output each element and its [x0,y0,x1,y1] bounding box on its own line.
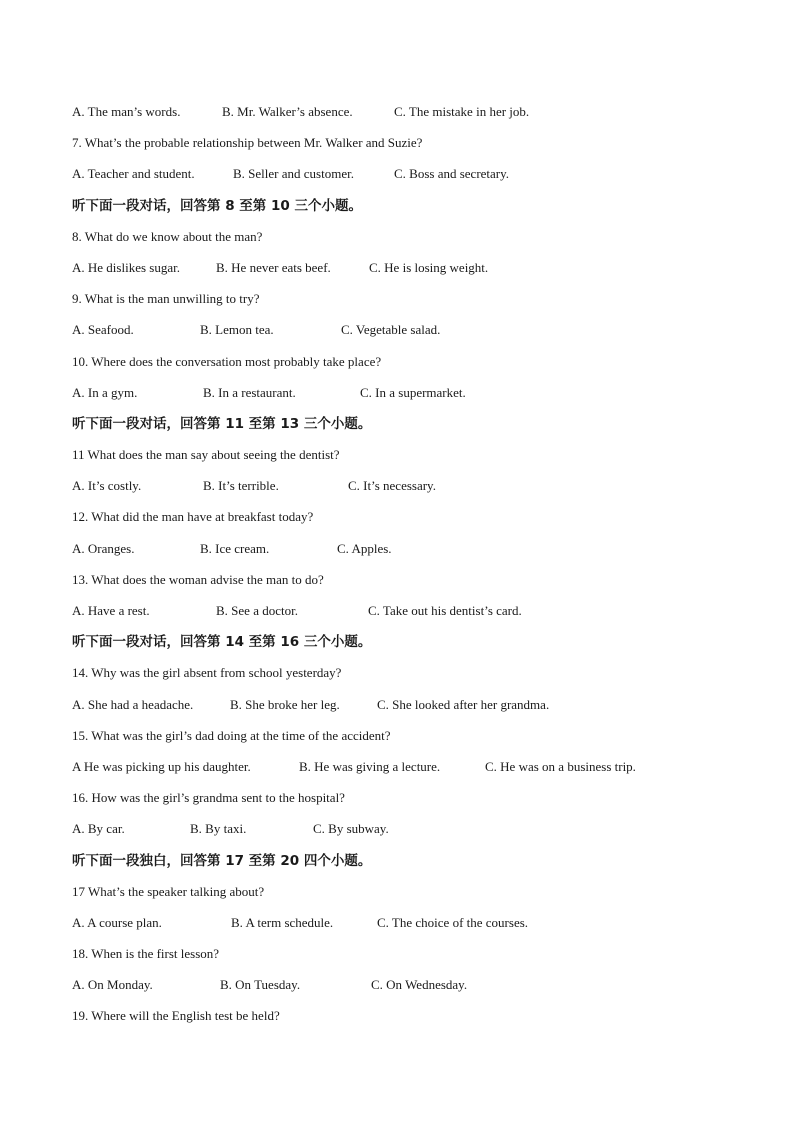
question-text: 9. What is the man unwilling to try? [72,291,260,307]
section-heading: 听下面一段对话，回答第 11 至第 13 三个小题。 [72,415,372,432]
question-text: 13. What does the woman advise the man to do? [72,571,324,587]
answer-option-a: A. By car. [72,821,125,837]
answer-option-a: A. Seafood. [72,322,134,338]
question-text: 10. Where does the conversation most probably take place? [72,353,382,369]
answer-options-row [72,381,732,412]
answer-options-row [72,162,732,193]
answer-options-row [72,318,732,349]
answer-option-a: A. Have a rest. [72,603,150,618]
answer-options-row [72,100,732,131]
answer-option-b: B. He never eats beef. [216,259,331,275]
answer-option-a: A. A course plan. [72,914,162,930]
answer-option-a: A. She had a headache. [72,696,194,712]
answer-option-c: C. Take out his dentist’s card. [368,603,522,618]
answer-option-c: C. The choice of the courses. [377,914,529,930]
answer-option-b: B. She broke her leg. [230,696,340,712]
answer-option-c: C. Boss and secretary. [394,166,510,182]
question-text: 17 What’s the speaker talking about? [72,883,265,899]
answer-options-row [72,817,732,848]
section-heading: 听下面一段对话，回答第 8 至第 10 三个小题。 [72,197,362,214]
answer-option-a: A. On Monday. [72,977,153,993]
exam-page [72,100,732,1036]
section-heading: 听下面一段对话，回答第 14 至第 16 三个小题。 [72,634,372,651]
answer-option-c: C. She looked after her grandma. [377,696,550,712]
answer-option-b: B. Seller and customer. [233,166,354,182]
answer-options-row [72,973,732,1004]
answer-option-c: C. He is losing weight. [369,259,489,275]
answer-option-a: A. In a gym. [72,384,138,400]
question-text: 11 What does the man say about seeing the dentist? [72,447,340,463]
answer-option-a: A. It’s costly. [72,478,142,494]
answer-option-c: C. In a supermarket. [360,384,466,400]
answer-option-a: A. Oranges. [72,540,135,556]
answer-option-c: C. On Wednesday. [371,977,468,993]
question-text: 12. What did the man have at breakfast today? [72,509,314,525]
question-text: 16. How was the girl’s grandma sent to the hospital? [72,790,345,806]
answer-option-a: A. The man’s words. [72,104,181,119]
answer-options-row [72,537,732,568]
answer-option-a: A. Teacher and student. [72,166,195,182]
answer-option-c: C. Vegetable salad. [341,322,441,338]
question-text: 18. When is the first lesson? [72,946,220,962]
answer-option-b: B. It’s terrible. [203,478,279,494]
answer-option-c: C. He was on a business trip. [485,758,636,774]
answer-option-b: B. By taxi. [190,821,247,837]
answer-option-c: C. It’s necessary. [348,478,436,494]
answer-options-row [72,256,732,287]
answer-option-b: B. He was giving a lecture. [299,758,441,774]
question-text: 7. What’s the probable relationship between Mr. Walker and Suzie? [72,135,423,151]
question-text: 8. What do we know about the man? [72,228,263,244]
answer-option-c: C. By subway. [313,821,389,837]
answer-option-b: B. Mr. Walker’s absence. [222,104,353,119]
answer-option-a: A He was picking up his daughter. [72,758,251,774]
answer-options-row [72,474,732,505]
answer-options-row [72,693,732,724]
answer-option-b: B. Ice cream. [200,540,270,556]
answer-options-row [72,911,732,942]
answer-option-b: B. Lemon tea. [200,322,274,338]
answer-option-a: A. He dislikes sugar. [72,259,180,275]
answer-option-b: B. A term schedule. [231,914,334,930]
answer-options-row [72,755,732,786]
section-heading: 听下面一段独白，回答第 17 至第 20 四个小题。 [72,852,372,869]
question-text: 15. What was the girl’s dad doing at the time of the accident? [72,727,391,743]
answer-option-b: B. See a doctor. [216,603,298,618]
answer-option-c: C. Apples. [337,540,392,556]
question-text: 19. Where will the English test be held? [72,1008,280,1024]
question-text: 14. Why was the girl absent from school yesterday? [72,665,342,681]
answer-option-b: B. On Tuesday. [220,977,301,993]
answer-option-c: C. The mistake in her job. [394,104,530,119]
answer-option-b: B. In a restaurant. [203,384,296,400]
answer-options-row [72,599,732,630]
